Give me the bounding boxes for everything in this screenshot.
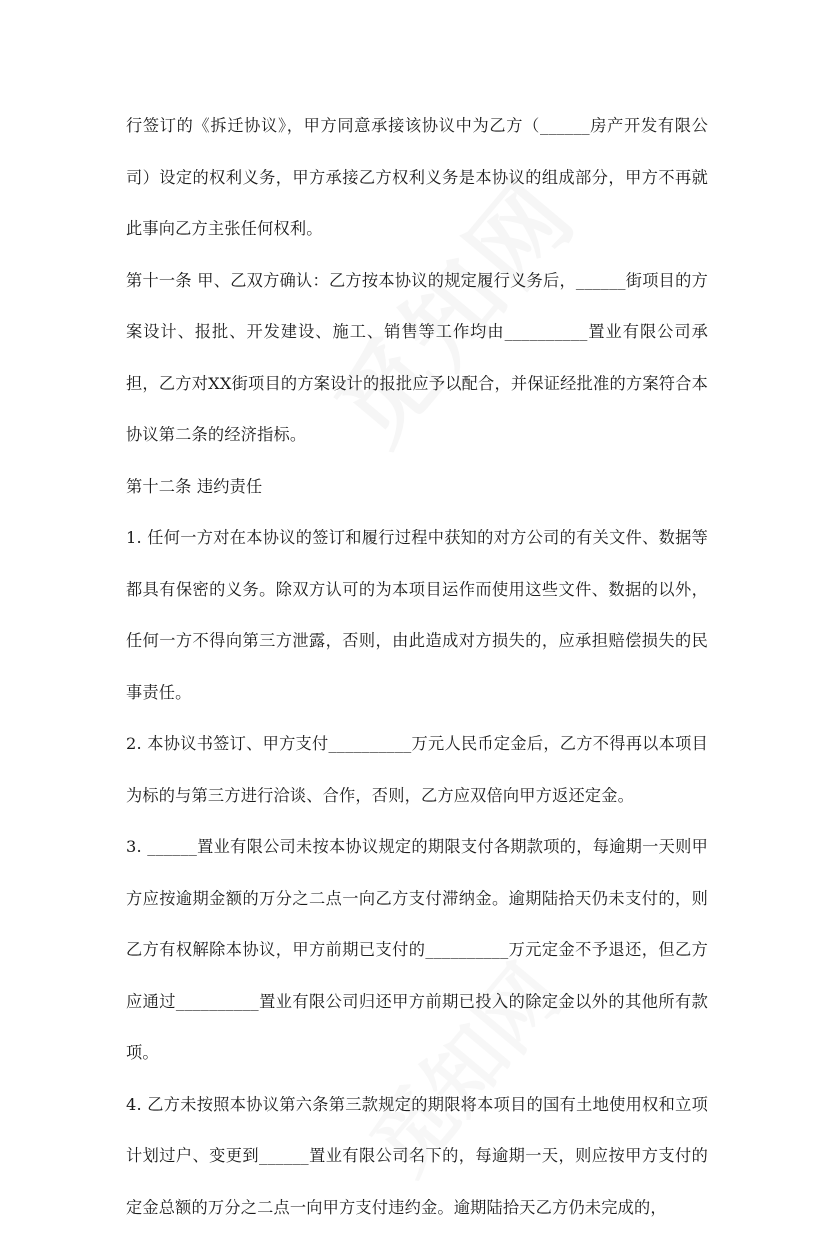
clause-2: 2. 本协议书签订、甲方支付__________万元人民币定金后，乙方不得再以本项目为标的与第三方进行洽谈、合作，否则，乙方应双倍向甲方返还定金。 bbox=[126, 718, 708, 821]
clause-1: 1. 任何一方对在本协议的签订和履行过程中获知的对方公司的有关文件、数据等都具有保密的义务。除双方认可的为本项目运作而使用这些文件、数据的以外，任何一方不得向第三方泄露，否则，由此造成对方损失的，应承担赔偿损失的民事责任。 bbox=[126, 512, 708, 718]
clause-4: 4. 乙方未按照本协议第六条第三款规定的期限将本项目的国有土地使用权和立项计划过户、变更到______置业有限公司名下的，每逾期一天，则应按甲方支付的定金总额的万分之二点一向甲方支付违约金。逾期陆拾天乙方仍未完成的， bbox=[126, 1079, 708, 1233]
clause-3: 3. ______置业有限公司未按本协议规定的期限支付各期款项的，每逾期一天则甲方应按逾期金额的万分之二点一向乙方支付滞纳金。逾期陆拾天仍未支付的，则乙方有权解除本协议，甲方前期已支付的__________万元定金不予退还，但乙方应通过__________置业有限公司归还甲方前期已投入的除定金以外的其他所有款项。 bbox=[126, 821, 708, 1079]
paragraph-continuation: 行签订的《拆迁协议》，甲方同意承接该协议中为乙方（______房产开发有限公司）设定的权利义务，甲方承接乙方权利义务是本协议的组成部分，甲方不再就此事向乙方主张任何权利。 bbox=[126, 100, 708, 255]
heading-article-12: 第十二条 违约责任 bbox=[126, 461, 708, 513]
document-body bbox=[126, 100, 708, 1233]
paragraph-article-11: 第十一条 甲、乙双方确认：乙方按本协议的规定履行义务后，______街项目的方案设计、报批、开发建设、施工、销售等工作均由__________置业有限公司承担，乙方对XX街项目的方案设计的报批应予以配合，并保证经批准的方案符合本协议第二条的经济指标。 bbox=[126, 255, 708, 461]
